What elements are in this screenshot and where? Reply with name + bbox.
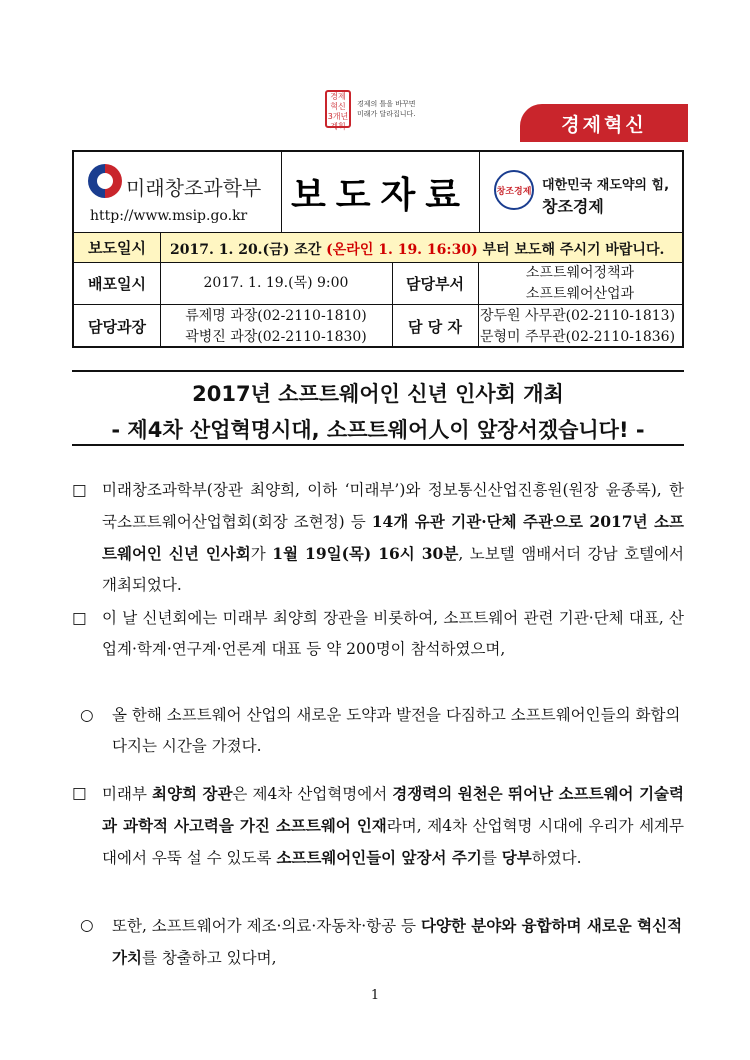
release-note: 부터 보도해 주시기 바랍니다. (482, 242, 665, 258)
paragraph-2 (72, 603, 684, 665)
creative-economy-emblem-icon (494, 170, 534, 210)
p1-part-b: 14개 유관 기관·단체 주관으로 2017년 소프트웨어인 신년 인사회 (102, 512, 684, 563)
sub-point-1 (80, 700, 684, 762)
slogan-line-1: 경제의 틀을 바꾸면 (357, 100, 416, 108)
release-date-text: 2017. 1. 20.(금) 조간 (170, 242, 322, 258)
logo-slogan (357, 99, 416, 119)
square-bullet: □ (72, 784, 87, 802)
s2-part-a: 또한, 소프트웨어가 제조·의료·자동차·항공 등 (112, 917, 421, 935)
distribution-date-label: 배포일시 (74, 263, 161, 304)
p1-part-a: 미래창조과학부(장관 최양희, 이하 ‘미래부’)와 정보통신산업진흥원(원장 윤종록), 한국소프트웨어산업협회(회장 조현정) 등 (102, 481, 684, 531)
p1-part-e: , 노보텔 앰배서더 강남 호텔에서 개최되었다. (102, 545, 685, 594)
brand-line-1: 대한민국 재도약의 힘, (542, 178, 670, 193)
paragraph-1 (72, 475, 684, 601)
department-label: 담당부서 (392, 263, 479, 304)
p3-part-f: 소프트웨어인들이 앞장서 주기 (276, 848, 482, 867)
p3-part-i: 하였다. (531, 849, 582, 867)
release-online-time: (온라인 1. 19. 16:30) (326, 242, 478, 258)
ministry-name: 미래창조과학부 (126, 176, 262, 200)
headline-title: 2017년 소프트웨어인 신년 인사회 개최 (192, 382, 564, 406)
p3-part-a: 미래부 (102, 785, 152, 803)
manager-value (160, 305, 393, 348)
p3-part-b: 최양희 장관 (152, 784, 233, 803)
paragraph-2-text: 이 날 신년회에는 미래부 최양희 장관을 비롯하여, 소프트웨어 관련 기관·단체 대표, 산업계·학계·연구계·언론계 대표 등 약 200명이 참석하였으며, (102, 609, 684, 658)
s2-part-c: 를 창출하고 있다며, (141, 949, 277, 967)
release-date-value (170, 239, 664, 259)
p3-part-c: 은 제4차 산업혁명에서 (232, 785, 393, 803)
contact-row (74, 304, 682, 348)
sub-point-2 (80, 910, 684, 974)
ministry-url: http://www.msip.go.kr (90, 208, 248, 224)
department-line-1: 소프트웨어정책과 (525, 264, 635, 281)
p3-part-g: 를 (481, 849, 502, 867)
p1-part-d: 1월 19일(목) 16시 30분 (272, 544, 459, 563)
page-number: 1 (370, 988, 380, 1003)
manager-label: 담당과장 (74, 305, 161, 348)
creative-economy-emblem-text: 창조경제 (496, 186, 532, 197)
economic-innovation-logo (325, 90, 445, 131)
headline-box (72, 370, 684, 446)
manager-line-1: 류제명 과장(02-2110-1810) (185, 307, 367, 324)
innovation-plan-mark (325, 90, 351, 131)
government-emblem-icon (88, 164, 122, 198)
staff-line-2: 문형미 주무관(02-2110-1836) (480, 328, 676, 345)
brand-line-2: 창조경제 (542, 197, 604, 216)
paragraph-3 (72, 778, 684, 874)
creative-economy-brand (480, 152, 684, 232)
p3-part-h: 당부 (501, 848, 532, 867)
circle-bullet: ○ (80, 706, 94, 724)
paragraph-1-text (102, 475, 684, 601)
ministry-cell (74, 152, 282, 232)
press-release-header-table (72, 150, 684, 348)
manager-line-2: 곽병진 과장(02-2110-1830) (185, 328, 367, 345)
square-bullet: □ (72, 609, 87, 627)
release-date-label: 보도일시 (74, 233, 161, 262)
s2-part-b: 다양한 분야와 융합하며 새로운 혁신적 가치 (112, 916, 683, 967)
square-bullet: □ (72, 481, 87, 499)
p1-part-c: 가 (250, 545, 273, 563)
p3-part-e: 라며, 제4차 산업혁명 시대에 우리가 세계무대에서 우뚝 설 수 있도록 (102, 817, 684, 867)
distribution-row (74, 262, 682, 304)
staff-label: 담 당 자 (392, 305, 479, 348)
sub-point-2-text (112, 910, 684, 974)
staff-line-1: 장두원 사무관(02-2110-1813) (480, 307, 676, 324)
economic-innovation-banner: 경제혁신 (520, 104, 688, 142)
p3-part-d: 경쟁력의 원천은 뛰어난 소프트웨어 기술력과 과학적 사고력을 가진 소프트웨어 인재 (102, 784, 684, 835)
distribution-date-text: 2017. 1. 19.(목) 9:00 (203, 275, 349, 291)
department-line-2: 소프트웨어산업과 (525, 285, 635, 302)
press-release-title: 보도자료 (282, 152, 480, 232)
sub-point-1-text: 올 한해 소프트웨어 산업의 새로운 도약과 발전을 다짐하고 소프트웨어인들의 화합의 다지는 시간을 가졌다. (112, 706, 681, 755)
paragraph-3-text (102, 778, 684, 874)
release-date-row (74, 232, 682, 262)
slogan-line-2: 미래가 달라집니다. (357, 110, 416, 118)
headline-subtitle: - 제4차 산업혁명시대, 소프트웨어人이 앞장서겠습니다! - (111, 418, 645, 442)
distribution-date-value (160, 263, 393, 304)
innovation-plan-mark-text: 경제혁신 3개년 계획 (327, 92, 349, 131)
staff-value (478, 305, 684, 348)
department-value (478, 263, 682, 304)
circle-bullet: ○ (80, 916, 94, 934)
